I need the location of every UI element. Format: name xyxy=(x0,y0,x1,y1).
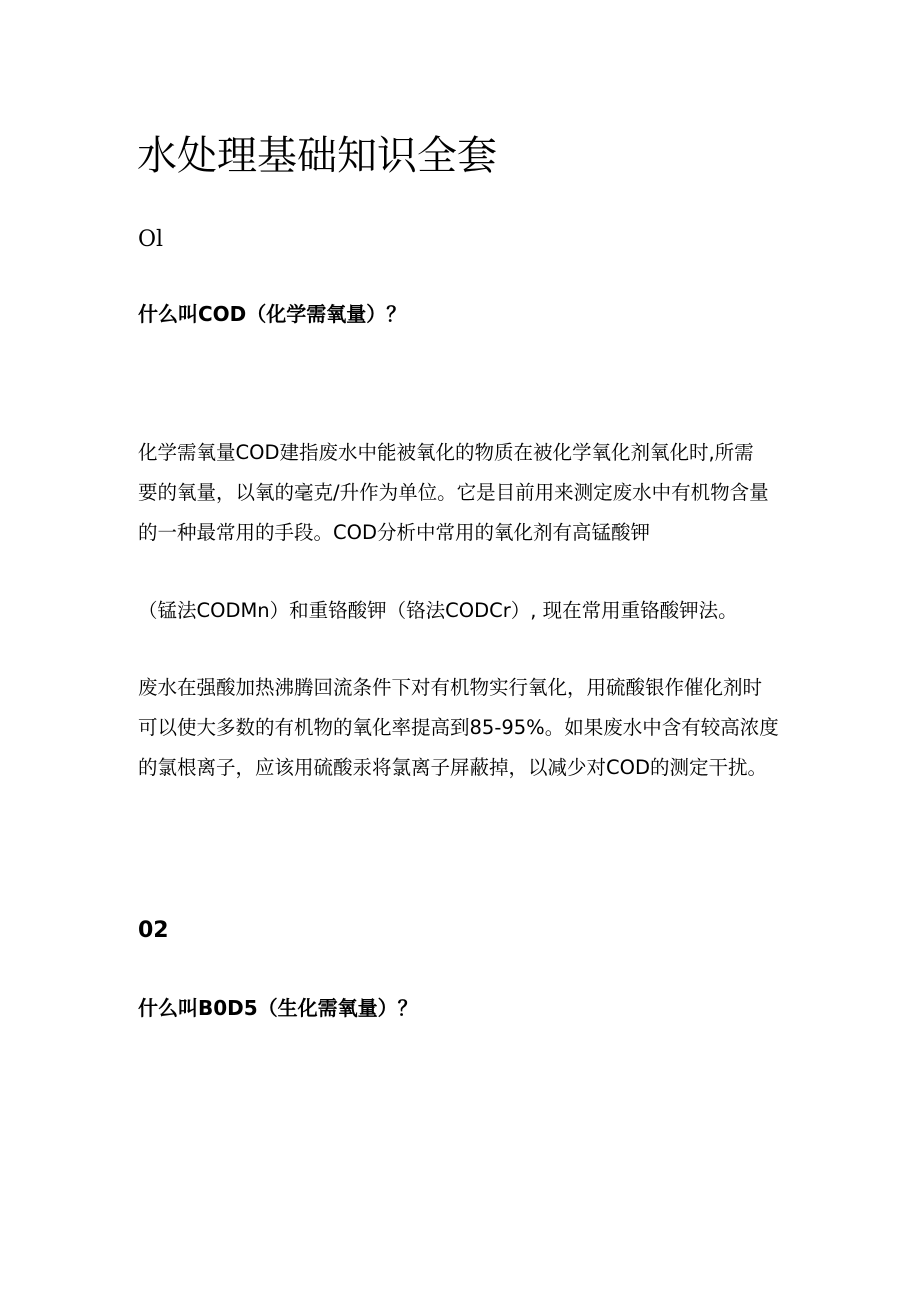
section-heading: 什么叫COD（化学需氧量）？ xyxy=(138,302,407,326)
paragraph-line: 要的氧量，以氧的毫克/升作为单位。它是目前用来测定废水中有机物含量 xyxy=(138,481,769,504)
document-title: 水处理基础知识全套 xyxy=(137,133,497,179)
paragraph-line: 化学需氧量COD建指废水中能被氧化的物质在被化学氧化剂氧化时,所需 xyxy=(138,441,754,464)
section-number: Ol xyxy=(138,227,164,252)
paragraph-line: （锰法CODMn）和重铬酸钾（铬法CODCr）, 现在常用重铬酸钾法。 xyxy=(138,599,738,622)
paragraph-line: 的氯根离子，应该用硫酸汞将氯离子屏蔽掉，以减少对COD的测定干扰。 xyxy=(138,756,767,779)
paragraph-line: 可以使大多数的有机物的氧化率提高到85-95%。如果废水中含有较高浓度 xyxy=(138,716,779,739)
paragraph xyxy=(138,433,798,553)
paragraph-line: 的一种最常用的手段。COD分析中常用的氧化剂有高锰酸钾 xyxy=(138,521,650,544)
section-heading: 什么叫B0D5（生化需氧量）？ xyxy=(138,996,418,1020)
paragraph xyxy=(138,668,798,788)
paragraph-line: 废水在强酸加热沸腾回流条件下对有机物实行氧化，用硫酸银作催化剂时 xyxy=(138,676,763,699)
section-number: 02 xyxy=(138,918,169,943)
paragraph xyxy=(138,591,798,631)
